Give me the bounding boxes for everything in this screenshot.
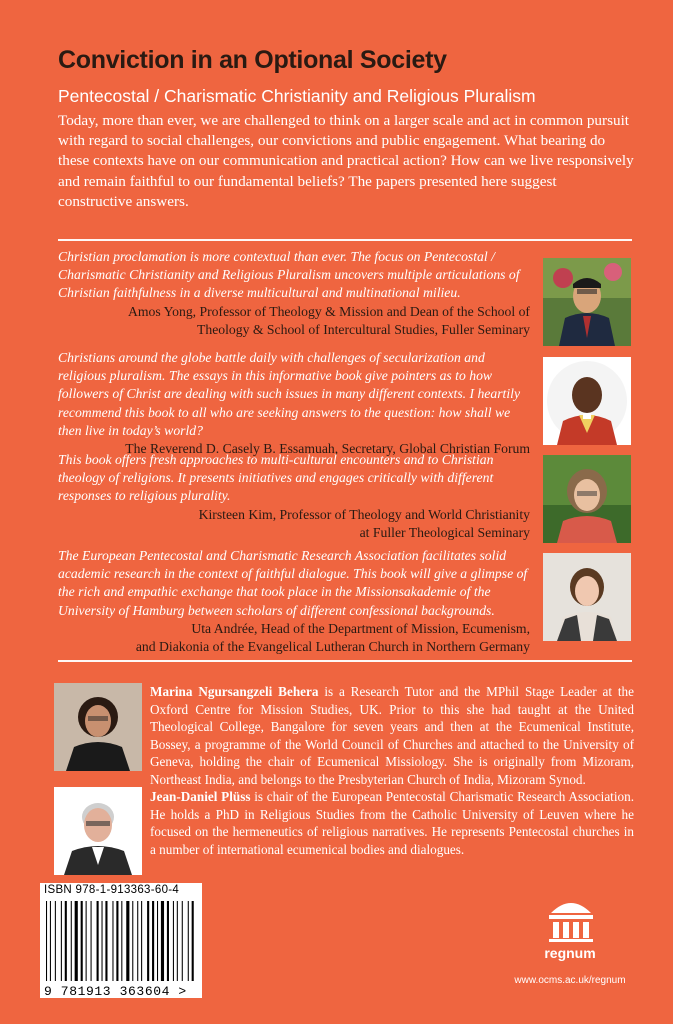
publisher-url[interactable]: www.ocms.ac.uk/regnum: [514, 975, 626, 986]
barcode: [40, 883, 202, 998]
book-title: Conviction in an Optional Society: [58, 46, 447, 74]
book-subtitle: Pentecostal / Charismatic Christianity and Religious Pluralism: [58, 86, 536, 106]
endorsement-3: [58, 451, 530, 542]
isbn-digits: 9 781913 363604 >: [44, 984, 187, 999]
endorsement-attribution: Amos Yong, Professor of Theology & Mission and Dean of the School of: [128, 303, 530, 319]
endorsement-4: [58, 547, 530, 656]
endorsement-quote: Christians around the globe battle daily with challenges of secularization and religious pluralism. The essays in this informative book give pointers as to how followers of Christ are dealing with such issues in many different contexts. I heartily recommend this book to all who are seeking answers to the question: how shall we then live in today’s world?: [58, 350, 521, 438]
endorser-photo-casely-essamuah: [543, 357, 631, 445]
endorsement-quote: The European Pentecostal and Charismatic Research Association facilitates solid academic research in the context of faithful dialogue. This book will give a glimpse of the rich and empathic exchange that took place in the Missionsakademie of the University of Hamburg between scholars of different confessional backgrounds.: [58, 548, 528, 618]
endorser-photo-kirsteen-kim: [543, 455, 631, 543]
divider-top: [58, 239, 632, 241]
endorsement-1: [58, 248, 530, 339]
barcode-bars-icon: [40, 883, 202, 998]
author-photo-marina-behera: [54, 683, 142, 771]
author-bio-1: [150, 683, 634, 789]
author-bio-2: [150, 788, 634, 858]
endorsement-attribution-cont: at Fuller Theological Seminary: [359, 524, 530, 540]
endorsement-2: [58, 349, 530, 458]
author-name: Marina Ngursangzeli Behera: [150, 684, 319, 699]
endorsement-attribution-cont: Theology & School of Intercultural Studies, Fuller Seminary: [196, 321, 530, 337]
publisher-logo-text: regnum: [544, 945, 596, 961]
regnum-logo-icon: [546, 895, 596, 943]
endorsement-quote: This book offers fresh approaches to multi-cultural encounters and to Christian theology of religions. It presents initiatives and engages critically with different responses to religious plurality.: [58, 452, 494, 504]
endorsement-attribution: The Reverend D. Casely B. Essamuah, Secretary, Global Christian Forum: [125, 441, 530, 457]
intro-paragraph: Today, more than ever, we are challenged to think on a larger scale and act in common pursuit with regard to social challenges, our convictions and public engagement. What bearing do these contexts have on our communication and practical action? How can we live responsively and remain faithful to our fundamental beliefs? The papers presented here suggest constructive answers.: [58, 112, 634, 210]
endorsement-attribution: Uta Andrée, Head of the Department of Mission, Ecumenism,: [191, 620, 530, 636]
endorser-photo-amos-yong: [543, 258, 631, 346]
endorsement-attribution-cont: and Diakonia of the Evangelical Lutheran Church in Northern Germany: [135, 639, 530, 655]
endorsement-attribution: Kirsteen Kim, Professor of Theology and World Christianity: [198, 506, 530, 522]
author-bio-text: is a Research Tutor and the MPhil Stage Leader at the Oxford Centre for Mission Studies, UK. Prior to this she had taught at the United Theological College, Bangalore for seven years and then at the Ecumenical Institute, Bossey, a programme of the World Council of Churches and attached to the University of Geneva, holding the chair of Ecumenical Missiology. She is originally from Mizoram, Northeast India, and belongs to the Presbyterian Church of India, Mizoram Synod.: [150, 684, 635, 787]
author-bio-text: is chair of the European Pentecostal Charismatic Research Association. He holds a PhD in Religious Studies from the Catholic University of Leuven where he focused on the hermeneutics of religious narratives. He represents Pentecostal churches in a number of international ecumenical bodies and dialogues.: [150, 789, 634, 857]
divider-bottom: [58, 660, 632, 662]
author-name: Jean-Daniel Plüss: [150, 789, 251, 804]
endorsement-quote: Christian proclamation is more contextual than ever. The focus on Pentecostal / Charismatic Christianity and Religious Pluralism uncovers multiple articulations of Christian faithfulness in a diverse multicultural and multinational milieu.: [58, 249, 520, 301]
endorser-photo-uta-andree: [543, 553, 631, 641]
isbn-label: ISBN 978-1-913363-60-4: [44, 884, 180, 896]
author-photo-jean-daniel-pluss: [54, 787, 142, 875]
